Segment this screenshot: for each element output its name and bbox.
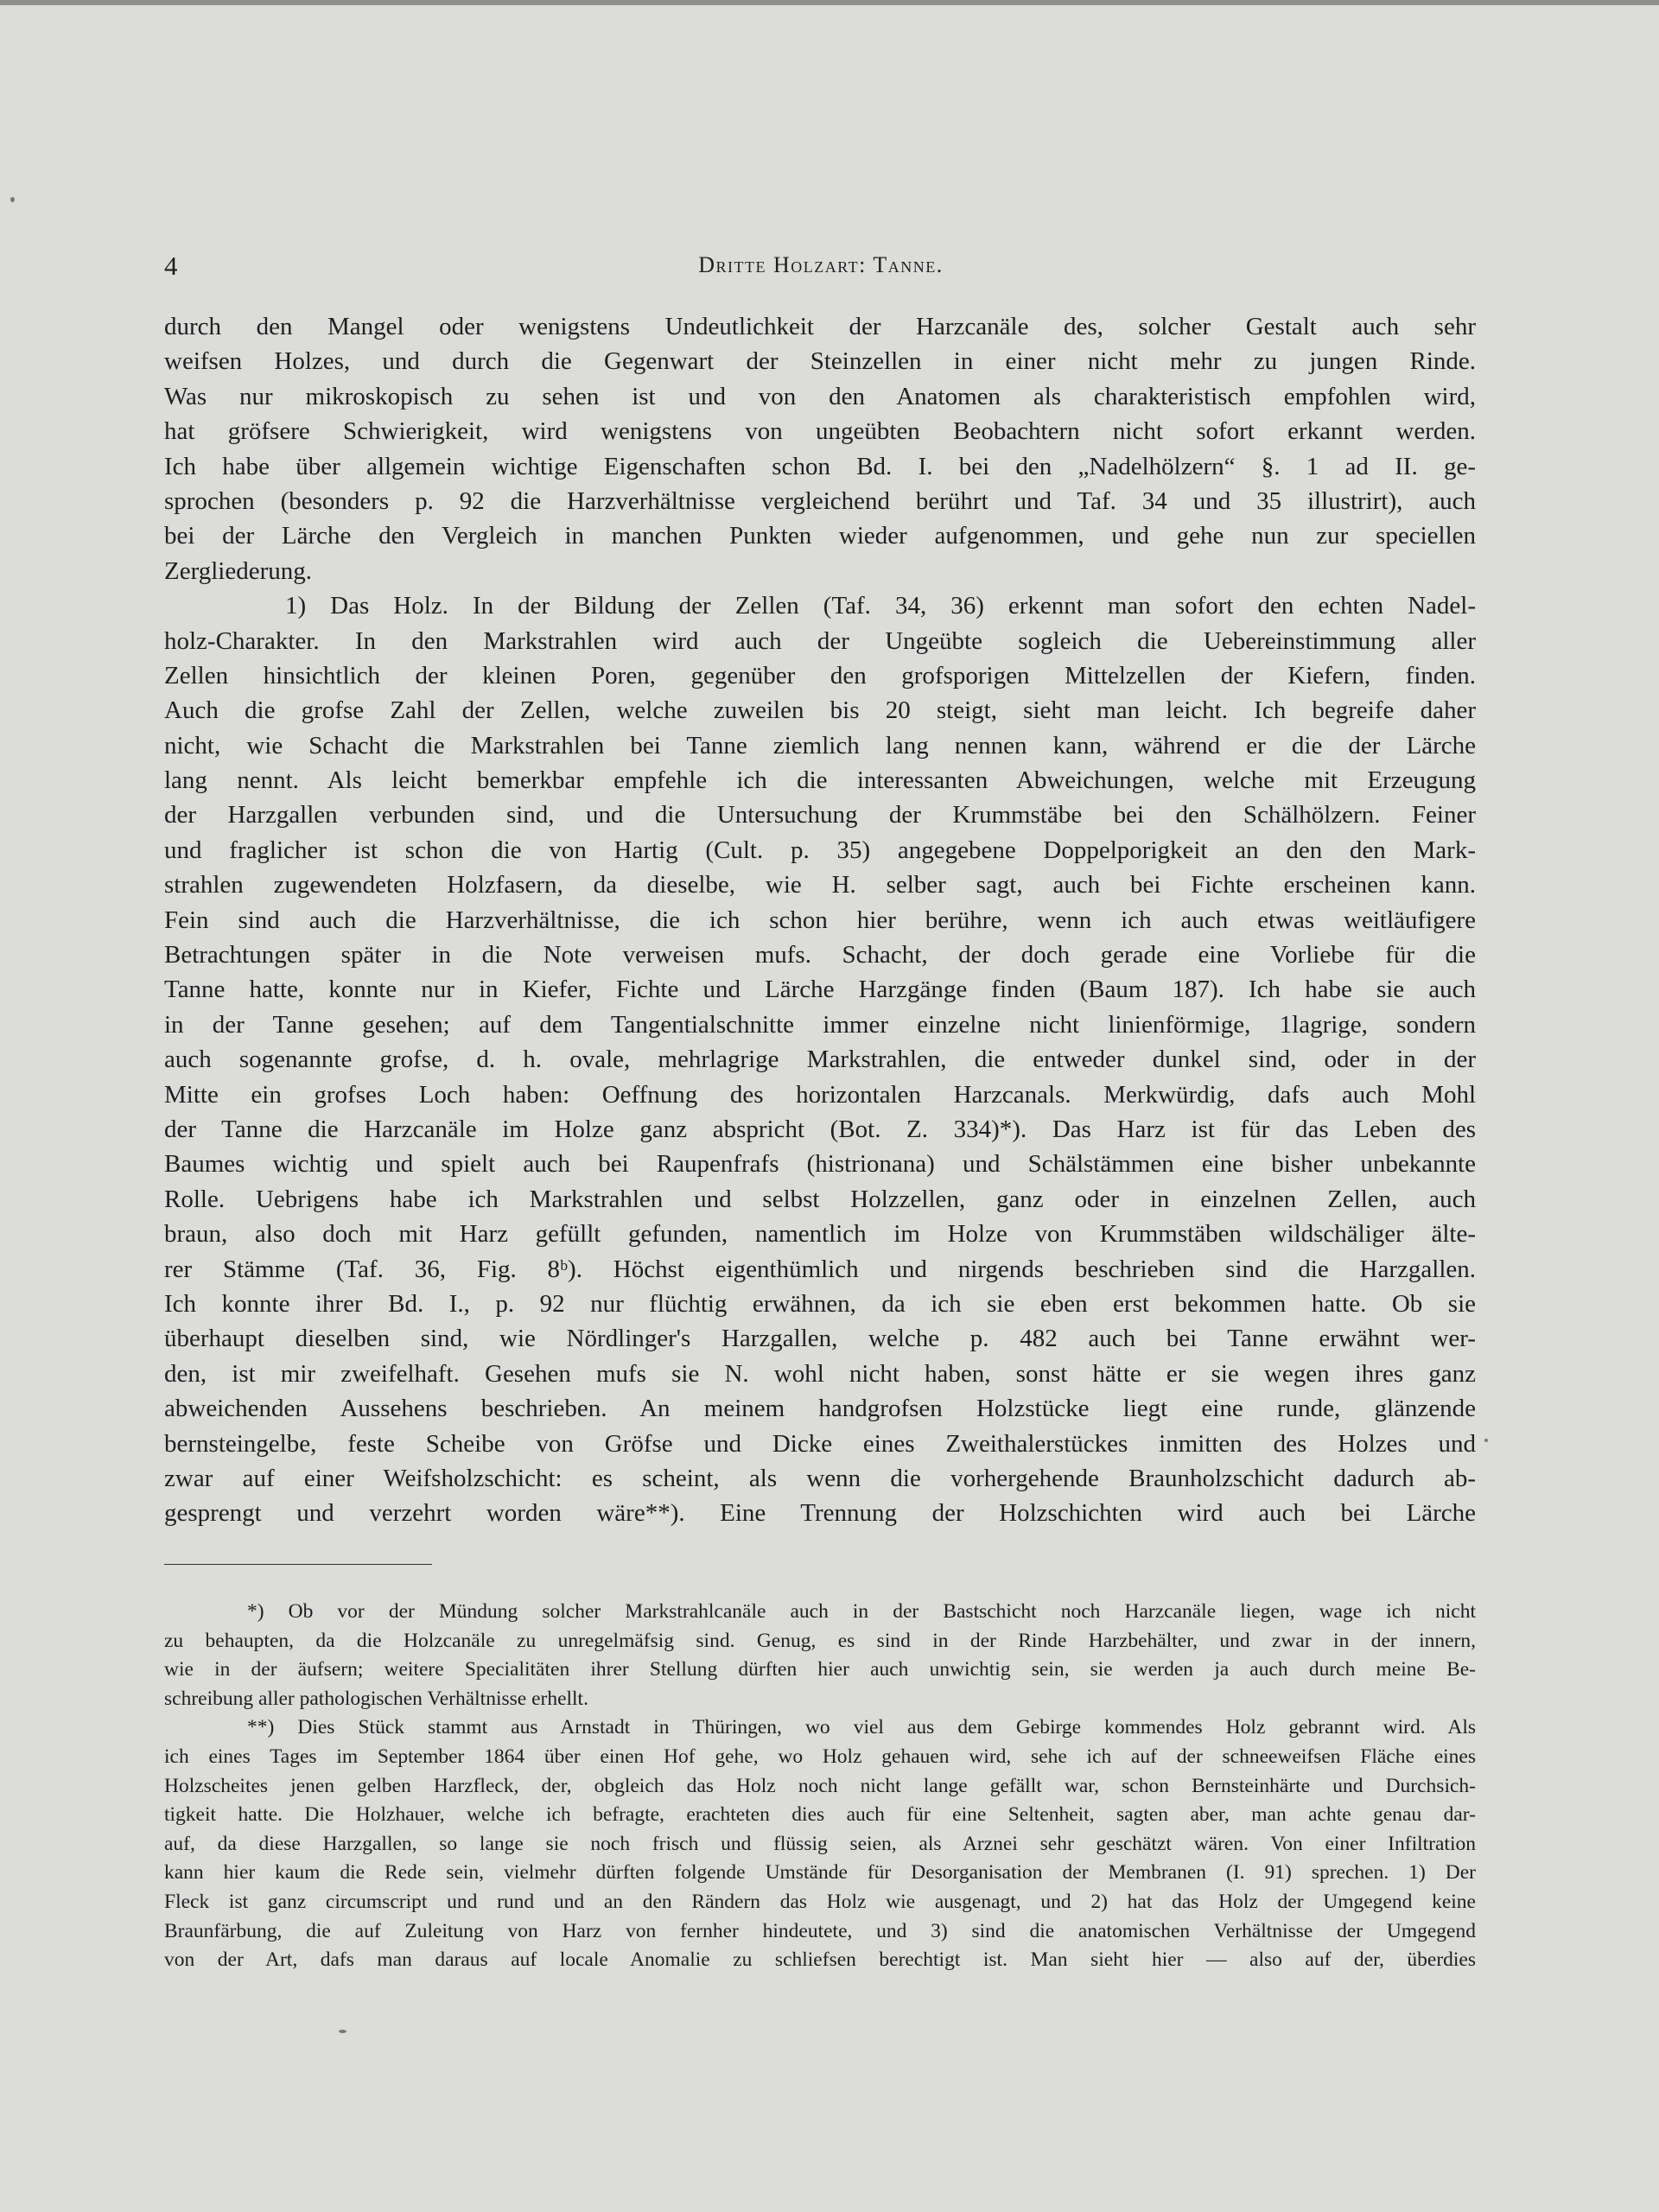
body-line: Ich habe über allgemein wichtige Eigenschaften schon Bd. I. bei den „Nadelhölzern“ §. 1 ad II. ge-	[164, 452, 1476, 480]
body-line: Rolle. Uebrigens habe ich Markstrahlen und selbst Holzzellen, ganz oder in einzelnen Zellen, auch	[164, 1185, 1476, 1213]
body-line: Mitte ein grofses Loch haben: Oeffnung des horizontalen Harzcanals. Merkwürdig, dafs auch Mohl	[164, 1080, 1476, 1109]
scan-speck	[339, 2030, 346, 2033]
footnote-line: kann hier kaum die Rede sein, vielmehr dürften folgende Umstände für Desorganisation der Membranen (I. 91) sprechen. 1) Der	[164, 1861, 1476, 1885]
footnote-line: wie in der äufsern; weitere Specialitäten ihrer Stellung dürften hier auch unwichtig sein, sie werden ja auch durch meine Be-	[164, 1658, 1476, 1681]
scan-top-edge	[0, 0, 1659, 5]
body-line: holz-Charakter. In den Markstrahlen wird auch der Ungeübte sogleich die Uebereinstimmung aller	[164, 626, 1476, 655]
footnote-line: Fleck ist ganz circumscript und rund und an den Rändern das Holz wie ausgenagt, und 2) hat das Holz der Umgegend keine	[164, 1890, 1476, 1913]
body-line: den, ist mir zweifelhaft. Gesehen mufs sie N. wohl nicht haben, sonst hätte er sie wegen ihres ganz	[164, 1359, 1476, 1388]
footnote-line: von der Art, dafs man daraus auf locale Anomalie zu schliefsen berechtigt ist. Man sieht hier — also auf der, überdies	[164, 1948, 1476, 1972]
body-line: Betrachtungen später in die Note verweisen mufs. Schacht, der doch gerade eine Vorliebe für die	[164, 941, 1476, 969]
footnote-line: tigkeit hatte. Die Holzhauer, welche ich befragte, erachteten dies auch für eine Seltenheit, sagten aber, man achte genau dar-	[164, 1803, 1476, 1827]
body-line: bernsteingelbe, feste Scheibe von Gröfse und Dicke eines Zweithalerstückes inmitten des Holzes und	[164, 1429, 1476, 1458]
footnote-line: *) Ob vor der Mündung solcher Markstrahlcanäle auch in der Bastschicht noch Harzcanäle liegen, wage ich nicht	[247, 1600, 1476, 1623]
running-head: Dritte Holzart: Tanne.	[698, 252, 944, 277]
body-line: Baumes wichtig und spielt auch bei Raupenfrafs (histrionana) und Schälstämmen eine bisher unbekannte	[164, 1150, 1476, 1179]
body-line: der Tanne die Harzcanäle im Holze ganz abspricht (Bot. Z. 334)*). Das Harz ist für das Leben des	[164, 1115, 1476, 1143]
page-header	[164, 251, 1478, 285]
body-line: braun, also doch mit Harz gefüllt gefunden, namentlich im Holze von Krummstäben wildschäliger älte-	[164, 1220, 1476, 1249]
body-line: lang nennt. Als leicht bemerkbar empfehle ich die interessanten Abweichungen, welche mit Erzeugung	[164, 766, 1476, 795]
body-line: in der Tanne gesehen; auf dem Tangentialschnitte immer einzelne nicht linienförmige, 1lagrige, sondern	[164, 1010, 1476, 1039]
footnote-line: ich eines Tages im September 1864 über einen Hof gehe, wo Holz gehauen wird, sehe ich auf der schneeweifsen Fläche eines	[164, 1745, 1476, 1768]
body-line: der Harzgallen verbunden sind, und die Untersuchung der Krummstäbe bei den Schälhölzern. Feiner	[164, 801, 1476, 830]
body-line: bei der Lärche den Vergleich in manchen Punkten wieder aufgenommen, und gehe nun zur speciellen	[164, 522, 1476, 550]
body-line: gesprengt und verzehrt worden wäre**). Eine Trennung der Holzschichten wird auch bei Lärche	[164, 1499, 1476, 1528]
body-line: Zellen hinsichtlich der kleinen Poren, gegenüber den grofsporigen Mittelzellen der Kiefern, finden.	[164, 661, 1476, 690]
body-line: strahlen zugewendeten Holzfasern, da dieselbe, wie H. selber sagt, auch bei Fichte erscheinen kann.	[164, 871, 1476, 899]
body-line: abweichenden Aussehens beschrieben. An meinem handgrofsen Holzstücke liegt eine runde, glänzende	[164, 1395, 1476, 1423]
footnote-line: Braunfärbung, die auf Zuleitung von Harz von fernher hindeutete, und 3) sind die anatomischen Verhältnisse der Umgegend	[164, 1919, 1476, 1942]
body-line: hat gröfsere Schwierigkeit, wird wenigstens von ungeübten Beobachtern nicht sofort erkannt werden.	[164, 417, 1476, 446]
page-number: 4	[164, 251, 178, 281]
body-line: sprochen (besonders p. 92 die Harzverhältnisse vergleichend berührt und Taf. 34 und 35 illustrirt), auch	[164, 486, 1476, 515]
footnote-line: Holzscheites jenen gelben Harzfleck, der, obgleich das Holz noch nicht lange gefällt war, schon Bernsteinhärte und Durchsich-	[164, 1774, 1476, 1797]
main-text	[164, 309, 1476, 1531]
body-line: Was nur mikroskopisch zu sehen ist und von den Anatomen als charakteristisch empfohlen wird,	[164, 382, 1476, 410]
body-line: auch sogenannte grofse, d. h. ovale, mehrlagrige Markstrahlen, die entweder dunkel sind, oder in der	[164, 1046, 1476, 1074]
footnote-line: **) Dies Stück stammt aus Arnstadt in Thüringen, wo viel aus dem Gebirge kommendes Holz gebrannt wird. Als	[247, 1716, 1476, 1739]
body-line: Zergliederung.	[164, 556, 312, 585]
body-line: rer Stämme (Taf. 36, Fig. 8ᵇ). Höchst eigenthümlich und nirgends beschrieben sind die Harzgallen.	[164, 1255, 1476, 1283]
footnote-line: zu behaupten, da die Holzcanäle zu unregelmäfsig sind. Genug, es sind in der Rinde Harzbehälter, und zwar in der innern,	[164, 1629, 1476, 1652]
scan-speck	[10, 197, 15, 202]
body-line: zwar auf einer Weifsholzschicht: es scheint, als wenn die vorhergehende Braunholzschicht dadurch ab-	[164, 1464, 1476, 1492]
body-line: Auch die grofse Zahl der Zellen, welche zuweilen bis 20 steigt, sieht man leicht. Ich begreife daher	[164, 696, 1476, 725]
body-line: Tanne hatte, konnte nur in Kiefer, Fichte und Lärche Harzgänge finden (Baum 187). Ich habe sie auch	[164, 976, 1476, 1004]
body-line: 1) Das Holz. In der Bildung der Zellen (Taf. 34, 36) erkennt man sofort den echten Nadel-	[285, 592, 1476, 620]
footnote-line: auf, da diese Harzgallen, so lange sie noch frisch und flüssig seien, als Arznei sehr geschätzt wären. Von einer Infiltration	[164, 1832, 1476, 1855]
body-line: Fein sind auch die Harzverhältnisse, die ich schon hier berühre, wenn ich auch etwas weitläufigere	[164, 906, 1476, 934]
body-line: nicht, wie Schacht die Markstrahlen bei Tanne ziemlich lang nennen kann, während er die der Lärche	[164, 731, 1476, 760]
scan-speck	[1484, 1439, 1488, 1442]
body-line: Ich konnte ihrer Bd. I., p. 92 nur flüchtig erwähnen, da ich sie eben erst bekommen hatte. Ob sie	[164, 1289, 1476, 1318]
body-line: durch den Mangel oder wenigstens Undeutlichkeit der Harzcanäle des, solcher Gestalt auch sehr	[164, 313, 1476, 340]
body-line: überhaupt dieselben sind, wie Nördlinger's Harzgallen, welche p. 482 auch bei Tanne erwähnt wer-	[164, 1325, 1476, 1353]
footnote-line: schreibung aller pathologischen Verhältnisse erhellt.	[164, 1687, 588, 1710]
body-line: und fraglicher ist schon die von Hartig (Cult. p. 35) angegebene Doppelporigkeit an den den Mark-	[164, 836, 1476, 864]
body-line: weifsen Holzes, und durch die Gegenwart der Steinzellen in einer nicht mehr zu jungen Rinde.	[164, 347, 1476, 376]
footnotes	[164, 1598, 1476, 1975]
footnote-rule	[164, 1564, 432, 1565]
